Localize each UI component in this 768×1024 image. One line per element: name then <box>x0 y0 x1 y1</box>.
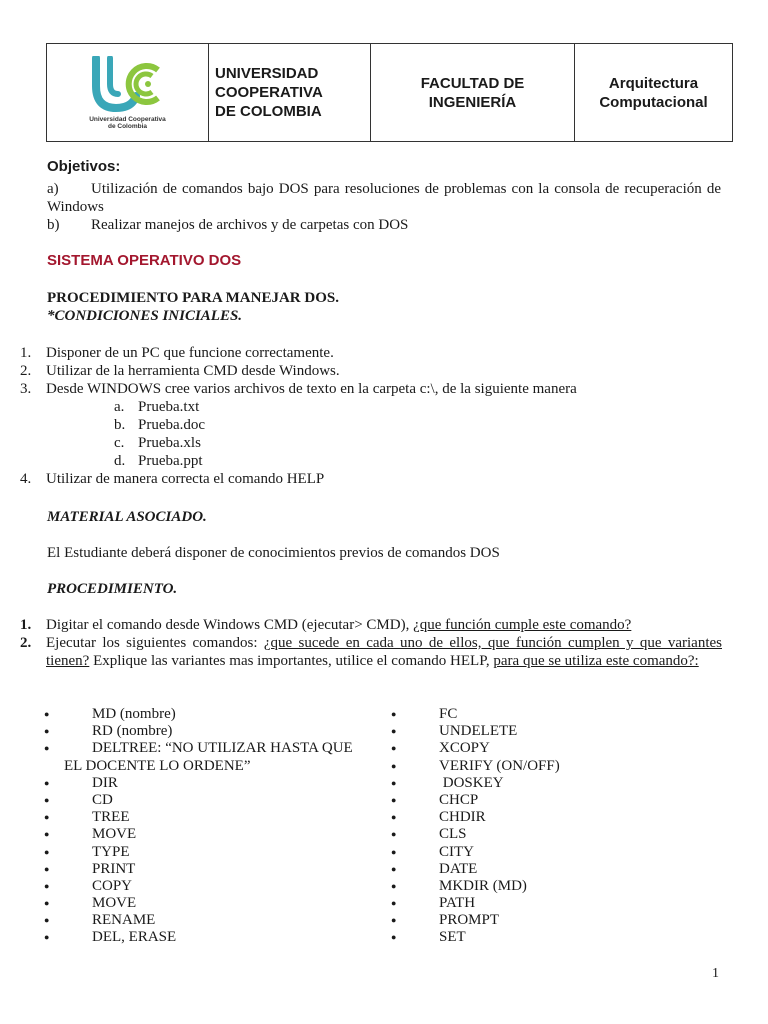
command-label: DEL, ERASE <box>92 929 177 946</box>
command-label: RD (nombre) <box>92 723 173 740</box>
list-item <box>44 861 384 878</box>
list-item <box>44 706 384 723</box>
objective-b-text: Realizar manejos de archivos y de carpetas con DOS <box>91 217 409 233</box>
list-item <box>44 775 384 792</box>
list-text: Prueba.xls <box>138 435 201 451</box>
list-item <box>44 878 384 895</box>
list-item <box>391 895 731 912</box>
list-item <box>44 912 384 929</box>
list-item <box>44 809 384 826</box>
bullet-icon <box>391 758 439 775</box>
list-item <box>114 416 730 434</box>
command-label: TREE <box>92 809 130 826</box>
step-number: 1. <box>20 617 32 633</box>
list-item <box>391 706 731 723</box>
list-item <box>391 844 731 861</box>
bullet-icon <box>391 844 439 861</box>
command-label: PATH <box>439 895 476 912</box>
procedure-heading: PROCEDIMIENTO PARA MANEJAR DOS. <box>47 290 339 306</box>
list-item <box>44 929 384 946</box>
university-name-line2: COOPERATIVA <box>215 84 323 101</box>
objective-a-text: Utilización de comandos bajo DOS para resoluciones de problemas con la consola de recuperación de Windows <box>47 181 721 215</box>
material-heading: MATERIAL ASOCIADO. <box>47 509 207 525</box>
list-item <box>391 792 731 809</box>
list-item <box>44 826 384 843</box>
list-item <box>44 844 384 861</box>
list-item <box>391 775 731 792</box>
list-item <box>44 740 384 757</box>
bullet-icon <box>391 878 439 895</box>
list-number: 3. <box>20 381 32 397</box>
command-label: CD <box>92 791 113 808</box>
bullet-icon <box>44 912 92 929</box>
faculty-cell <box>371 44 575 142</box>
objective-a <box>47 180 721 216</box>
command-label: DATE <box>439 860 478 877</box>
command-label: COPY <box>92 877 133 894</box>
command-label: XCOPY <box>439 740 490 757</box>
university-logo <box>47 56 208 130</box>
bullet-icon <box>44 878 92 895</box>
list-number: c. <box>114 435 125 451</box>
page-number: 1 <box>712 966 719 981</box>
command-label: CHCP <box>439 791 479 808</box>
command-label: CHDIR <box>439 809 486 826</box>
bullet-icon <box>44 706 92 723</box>
list-item <box>20 344 730 362</box>
bullet-icon <box>44 723 92 740</box>
command-label: PRINT <box>92 860 136 877</box>
list-text: Prueba.txt <box>138 399 200 415</box>
objective-b-marker: b) <box>47 217 60 233</box>
list-number: 1. <box>20 345 32 361</box>
faculty-line1: FACULTAD DE <box>420 74 525 92</box>
step-1 <box>20 616 730 634</box>
list-item <box>391 929 731 946</box>
command-label: TYPE <box>92 843 130 860</box>
list-number: 2. <box>20 363 32 379</box>
command-label: MOVE <box>92 826 137 843</box>
list-text: Prueba.doc <box>138 417 206 433</box>
bullet-icon <box>391 895 439 912</box>
list-number: d. <box>114 453 126 469</box>
bullet-icon <box>44 861 92 878</box>
commands-right-list <box>391 706 731 947</box>
list-item <box>44 895 384 912</box>
bullet-icon <box>44 826 92 843</box>
bullet-icon <box>44 792 92 809</box>
bullet-icon <box>391 792 439 809</box>
command-label: FC <box>439 706 458 722</box>
command-label: DELTREE: “NO UTILIZAR HASTA QUE <box>92 740 353 757</box>
step-number: 2. <box>20 635 32 651</box>
bullet-icon <box>44 844 92 861</box>
bullet-icon <box>44 929 92 946</box>
command-label: VERIFY (ON/OFF) <box>439 757 560 774</box>
command-label: MD (nombre) <box>92 706 176 722</box>
list-item <box>44 792 384 809</box>
section-title: SISTEMA OPERATIVO DOS <box>47 252 242 269</box>
command-label: SET <box>439 929 466 946</box>
list-text: Prueba.ppt <box>138 453 203 469</box>
step-2-text-b: Explique las variantes mas importantes, utilice el comando HELP, <box>89 653 494 669</box>
step-1-question: ¿que función cumple este comando? <box>413 617 632 633</box>
list-item <box>20 362 730 380</box>
header-table <box>46 43 733 142</box>
list-item <box>44 723 384 740</box>
command-label: RENAME <box>92 912 156 929</box>
conditions-list <box>20 344 730 488</box>
bullet-icon <box>391 912 439 929</box>
list-number: b. <box>114 417 126 433</box>
command-label: DIR <box>92 774 118 791</box>
logo-caption <box>89 116 166 130</box>
step-1-text: Digitar el comando desde Windows CMD (ejecutar> CMD), <box>46 617 414 633</box>
list-item <box>20 470 730 488</box>
procedimiento-heading: PROCEDIMIENTO. <box>47 581 178 597</box>
step-2-question2: para que se utiliza este comando?: <box>493 653 699 669</box>
command-label: CITY <box>439 843 474 860</box>
command-label: PROMPT <box>439 912 500 929</box>
subject-line1: Arquitectura <box>608 74 699 92</box>
university-name-cell <box>209 44 371 142</box>
deltree-continuation: EL DOCENTE LO ORDENE” <box>64 757 251 774</box>
objective-a-marker: a) <box>47 181 59 197</box>
commands-left-list <box>44 706 384 947</box>
list-item <box>20 380 730 398</box>
bullet-icon <box>391 809 439 826</box>
list-item <box>114 398 730 416</box>
bullet-icon <box>391 723 439 740</box>
bullet-icon <box>44 740 92 757</box>
bullet-icon <box>391 861 439 878</box>
subject-cell <box>575 44 733 142</box>
ucc-logo-icon <box>92 56 164 114</box>
university-name-line3: DE COLOMBIA <box>215 103 322 120</box>
list-number: a. <box>114 399 125 415</box>
bullet-icon <box>391 706 439 723</box>
command-label: MOVE <box>92 895 137 912</box>
subject-line2: Computacional <box>599 93 708 111</box>
logo-caption-line2: de Colombia <box>107 122 147 130</box>
command-label: DOSKEY <box>439 774 504 791</box>
list-item <box>114 434 730 452</box>
list-item <box>391 809 731 826</box>
bullet-icon <box>44 809 92 826</box>
logo-cell <box>47 44 209 142</box>
list-item <box>114 452 730 470</box>
objectives-heading: Objetivos: <box>47 158 121 175</box>
command-label: CLS <box>439 826 467 843</box>
material-text: El Estudiante deberá disponer de conocimientos previos de comandos DOS <box>47 545 500 561</box>
list-text: Utilizar de la herramienta CMD desde Windows. <box>46 363 340 379</box>
step-2-text-a: Ejecutar los siguientes comandos: <box>46 635 264 651</box>
step-2-question: ¿que sucede en cada uno de ellos, que función cumplen y que variantes tienen? <box>46 635 722 669</box>
bullet-icon <box>391 929 439 946</box>
list-text: Disponer de un PC que funcione correctamente. <box>46 345 334 361</box>
list-item <box>391 861 731 878</box>
faculty-line2: INGENIERÍA <box>428 93 517 111</box>
bullet-icon <box>44 775 92 792</box>
command-label: MKDIR (MD) <box>439 877 527 894</box>
list-item <box>391 878 731 895</box>
bullet-icon <box>391 826 439 843</box>
list-item <box>391 912 731 929</box>
list-item <box>391 826 731 843</box>
bullet-icon <box>391 740 439 757</box>
bullet-icon <box>44 895 92 912</box>
list-text: Desde WINDOWS cree varios archivos de texto en la carpeta c:\, de la siguiente manera <box>46 381 577 397</box>
bullet-icon <box>391 775 439 792</box>
files-sublist <box>20 398 730 470</box>
step-2 <box>20 634 722 670</box>
command-label: UNDELETE <box>439 723 518 740</box>
objective-b <box>47 216 721 234</box>
list-item <box>391 723 731 740</box>
list-number: 4. <box>20 471 32 487</box>
initial-conditions-heading: *CONDICIONES INICIALES. <box>47 308 243 324</box>
list-item <box>391 740 731 757</box>
list-text: Utilizar de manera correcta el comando HELP <box>46 471 325 487</box>
university-name-line1: UNIVERSIDAD <box>215 65 319 82</box>
list-item <box>391 758 731 775</box>
logo-caption-line1: Universidad Cooperativa <box>89 115 166 123</box>
